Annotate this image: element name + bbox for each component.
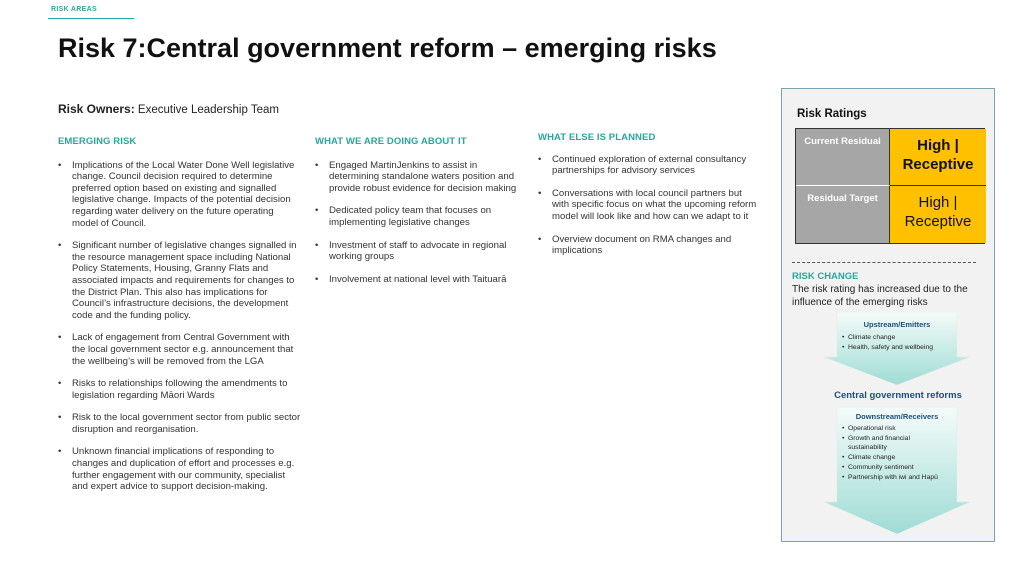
risk-owners xyxy=(58,102,279,116)
list-item: • Lack of engagement from Central Government with the local government sector e.g. announcement that the wellbeing’s will be removed from the LGA xyxy=(58,332,302,367)
list-item: • Health, safety and wellbeing xyxy=(842,344,950,352)
list-item: • Partnership with iwi and Hapū xyxy=(842,474,950,482)
list-item: • Risk to the local government sector from public sector disruption and reorganisation. xyxy=(58,412,302,435)
list-item: • Involvement at national level with Taituarā xyxy=(315,274,525,286)
list-item: • Community sentiment xyxy=(842,464,950,472)
list-item: • Dedicated policy team that focuses on implementing legislative changes xyxy=(315,205,525,228)
risk-change-heading: RISK CHANGE xyxy=(792,271,859,282)
else-planned-column xyxy=(538,132,758,268)
doing-about-it-list xyxy=(315,160,525,286)
downstream-heading: Downstream/Receivers xyxy=(855,412,939,421)
page-title: Risk 7:Central government reform – emerging risks xyxy=(58,33,717,63)
list-item: • Engaged MartinJenkins to assist in determining standalone waters position and provide robust evidence for decision making xyxy=(315,160,525,195)
current-residual-label: Current Residual xyxy=(796,129,890,186)
list-item: • Overview document on RMA changes and implications xyxy=(538,234,758,257)
list-item: • Implications of the Local Water Done Well legislative change. Council decision required to determine preferred option based on existing and signalled legislative change. Impacts of the potential decision regarding water delivery on the future operating model of Council. xyxy=(58,160,302,230)
emerging-risk-list xyxy=(58,160,302,493)
else-planned-list xyxy=(538,154,758,257)
section-tag: RISK AREAS xyxy=(51,6,97,13)
current-residual-value: High | Receptive xyxy=(890,129,986,186)
list-item: • Investment of staff to advocate in regional working groups xyxy=(315,240,525,263)
divider xyxy=(792,262,976,263)
central-reforms-label: Central government reforms xyxy=(834,390,962,401)
doing-about-it-column xyxy=(315,136,525,296)
list-item: • Climate change xyxy=(842,334,950,342)
downstream-list xyxy=(842,425,950,485)
risk-owners-label: Risk Owners: xyxy=(58,102,135,116)
list-item: • Climate change xyxy=(842,454,950,462)
emerging-risk-column xyxy=(58,136,302,504)
risk-ratings-title: Risk Ratings xyxy=(797,108,867,120)
doing-about-it-heading: WHAT WE ARE DOING ABOUT IT xyxy=(315,136,467,147)
reform-flow-diagram xyxy=(822,312,972,537)
list-item: • Continued exploration of external consultancy partnerships for advisory services xyxy=(538,154,758,177)
list-item: • Conversations with local council partners but with specific focus on what the upcoming reform model will look like and how can we adapt to it xyxy=(538,188,758,223)
risk-ratings-table xyxy=(795,128,985,244)
else-planned-heading: WHAT ELSE IS PLANNED xyxy=(538,132,656,143)
risk-ratings-panel xyxy=(781,88,995,542)
upstream-list xyxy=(842,334,950,355)
section-tag-underline xyxy=(48,18,134,19)
residual-target-label: Residual Target xyxy=(796,186,890,243)
list-item: • Growth and financial sustainability xyxy=(842,435,950,452)
list-item: • Unknown financial implications of responding to changes and duplication of effort and processes e.g. further engagement with our community, specialist and expert advice to support decision-making. xyxy=(58,446,302,492)
risk-owners-value: Executive Leadership Team xyxy=(137,104,279,116)
emerging-risk-heading: EMERGING RISK xyxy=(58,136,137,147)
list-item: • Risks to relationships following the amendments to legislation regarding Māori Wards xyxy=(58,378,302,401)
residual-target-value: High | Receptive xyxy=(890,186,986,243)
risk-change-text: The risk rating has increased due to the influence of the emerging risks xyxy=(792,284,968,308)
list-item: • Operational risk xyxy=(842,425,950,433)
list-item: • Significant number of legislative changes signalled in the resource management space including National Policy Statements, Housing, Granny Flats and associated impacts and requirements for changes to the District Plan. This also has implications for Council’s infrastructure decisions, the development code and the funding policy. xyxy=(58,240,302,321)
upstream-heading: Upstream/Emitters xyxy=(863,320,931,329)
